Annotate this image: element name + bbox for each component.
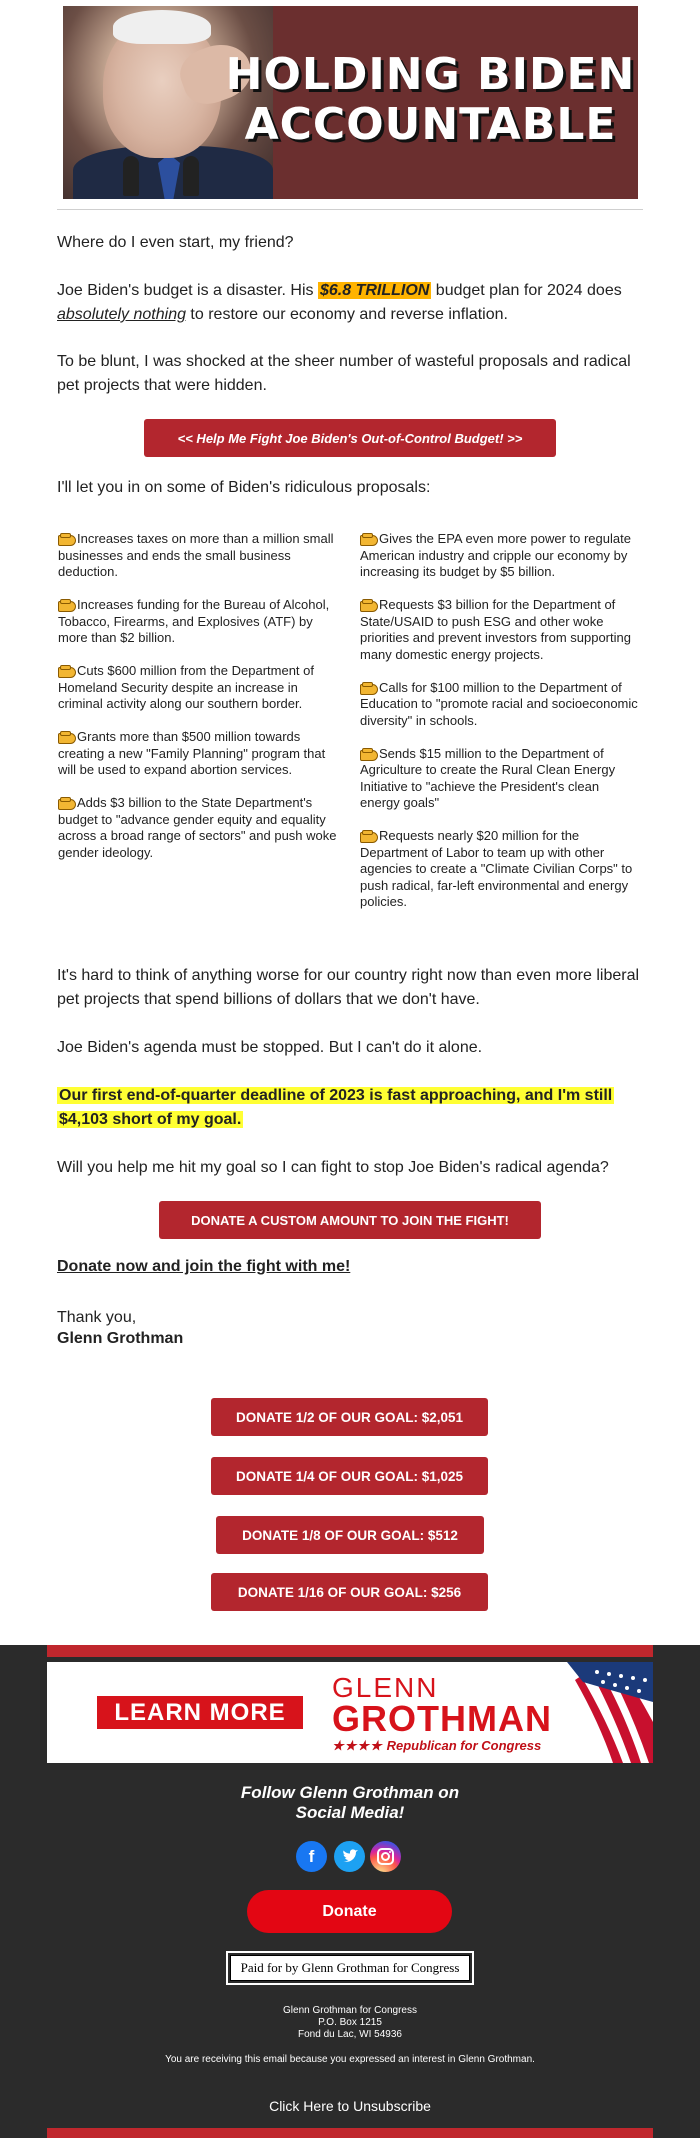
donate-quarter-button[interactable]: DONATE 1/4 OF OUR GOAL: $1,025 — [211, 1457, 488, 1495]
donate-eighth-button[interactable]: DONATE 1/8 OF OUR GOAL: $512 — [216, 1516, 484, 1554]
divider — [57, 209, 643, 210]
facebook-icon[interactable]: f — [296, 1841, 327, 1872]
list-item: Requests $3 billion for the Department of State/USAID to push ESG and other woke priorities and prevent investors from supporting many domestic energy projects. — [360, 597, 631, 662]
instagram-icon[interactable] — [370, 1841, 401, 1872]
banner-title — [223, 50, 638, 150]
signature: Glenn Grothman — [57, 1330, 184, 1347]
brand-first-name: GLENN — [332, 1672, 439, 1703]
proposals-left-column — [58, 531, 338, 878]
list-item: Grants more than $500 million towards creating a new "Family Planning" program that will be used to expand abortion services. — [58, 729, 326, 777]
greeting: Where do I even start, my friend? — [57, 234, 294, 251]
proposals-right-column — [360, 531, 640, 927]
donate-half-button[interactable]: DONATE 1/2 OF OUR GOAL: $2,051 — [211, 1398, 488, 1436]
pointing-hand-icon — [360, 682, 376, 693]
mailing-address: Glenn Grothman for Congress P.O. Box 1215 Fond du Lac, WI 54936 — [283, 2005, 417, 2040]
campaign-banner[interactable] — [47, 1662, 653, 1763]
footer-donate-button[interactable]: Donate — [247, 1890, 452, 1933]
learn-more-button[interactable]: LEARN MORE — [97, 1696, 303, 1729]
header-banner — [63, 6, 638, 199]
emphasis-nothing: absolutely nothing — [57, 306, 186, 323]
brand-tagline: ★★★★ Republican for Congress — [332, 1738, 542, 1753]
pointing-hand-icon — [58, 599, 74, 610]
pointing-hand-icon — [360, 533, 376, 544]
pointing-hand-icon — [360, 830, 376, 841]
pointing-hand-icon — [58, 797, 74, 808]
list-item: Cuts $600 million from the Department of Homeland Security despite an increase in criminal activity along our southern border. — [58, 663, 314, 711]
blunt-paragraph: To be blunt, I was shocked at the sheer number of wasteful proposals and radical pet projects that were hidden. — [57, 353, 631, 394]
donate-link[interactable]: Donate now and join the fight with me! — [57, 1258, 351, 1275]
stars-icon: ★★★★ — [332, 1738, 383, 1753]
worse-paragraph: It's hard to think of anything worse for our country right now than even more liberal pet projects that spend billions of dollars that we don't have. — [57, 967, 640, 1008]
deadline-callout: Our first end-of-quarter deadline of 2023 is fast approaching, and I'm still $4,103 short of my goal. — [59, 1087, 613, 1128]
stop-paragraph: Joe Biden's agenda must be stopped. But I can't do it alone. — [57, 1039, 483, 1056]
footer-bottom-strip — [47, 2128, 653, 2138]
list-item: Sends $15 million to the Department of Agriculture to create the Rural Clean Energy Initiative to "achieve the President's clean energy goals" — [360, 745, 616, 810]
pointing-hand-icon — [58, 665, 74, 676]
donate-sixteenth-button[interactable]: DONATE 1/16 OF OUR GOAL: $256 — [211, 1573, 488, 1611]
help-question: Will you help me hit my goal so I can fight to stop Joe Biden's radical agenda? — [57, 1159, 609, 1176]
donate-custom-button[interactable]: DONATE A CUSTOM AMOUNT TO JOIN THE FIGHT! — [159, 1201, 541, 1239]
receiving-notice: You are receiving this email because you expressed an interest in Glenn Grothman. — [165, 2054, 535, 2065]
highlight-trillion: $6.8 TRILLION — [319, 282, 430, 299]
banner-title-line2: ACCOUNTABLE — [244, 99, 617, 150]
paid-for-disclaimer: Paid for by Glenn Grothman for Congress — [230, 1955, 470, 1981]
list-intro: I'll let you in on some of Biden's ridiculous proposals: — [57, 479, 431, 496]
list-item: Adds $3 billion to the State Department's budget to "advance gender equity and equality across a broad range of sectors" and push woke gender ideology. — [58, 795, 337, 860]
pointing-hand-icon — [58, 533, 74, 544]
list-item: Increases funding for the Bureau of Alcohol, Tobacco, Firearms, and Explosives (ATF) by more than $2 billion. — [58, 597, 330, 645]
unsubscribe-link[interactable]: Click Here to Unsubscribe — [269, 2098, 431, 2114]
closing: Thank you, — [57, 1309, 137, 1326]
pointing-hand-icon — [360, 599, 376, 610]
list-item: Gives the EPA even more power to regulate American industry and cripple our economy by increasing its budget by $5 billion. — [360, 531, 631, 579]
budget-paragraph: Joe Biden's budget is a disaster. His $6.8 TRILLION budget plan for 2024 does absolutely nothing to restore our economy and reverse inflation. — [57, 282, 622, 323]
fight-budget-button[interactable]: << Help Me Fight Joe Biden's Out-of-Control Budget! >> — [144, 419, 556, 457]
american-flag-icon — [547, 1662, 653, 1763]
pointing-hand-icon — [58, 731, 74, 742]
follow-heading: Follow Glenn Grothman on Social Media! — [240, 1783, 460, 1822]
list-item: Requests nearly $20 million for the Department of Labor to team up with other agencies to create a "Climate Civilian Corps" to push radical, far-left environmental and energy policies. — [360, 828, 633, 909]
brand-last-name: GROTHMAN — [332, 1698, 552, 1739]
list-item: Calls for $100 million to the Department of Education to "promote racial and socioeconomic diversity" in schools. — [360, 679, 638, 728]
pointing-hand-icon — [360, 748, 376, 759]
banner-title-line1: HOLDING BIDEN — [225, 49, 636, 100]
twitter-icon[interactable] — [334, 1841, 365, 1872]
list-item: Increases taxes on more than a million small businesses and ends the small business deduction. — [58, 531, 334, 579]
footer-top-strip — [47, 1645, 653, 1657]
